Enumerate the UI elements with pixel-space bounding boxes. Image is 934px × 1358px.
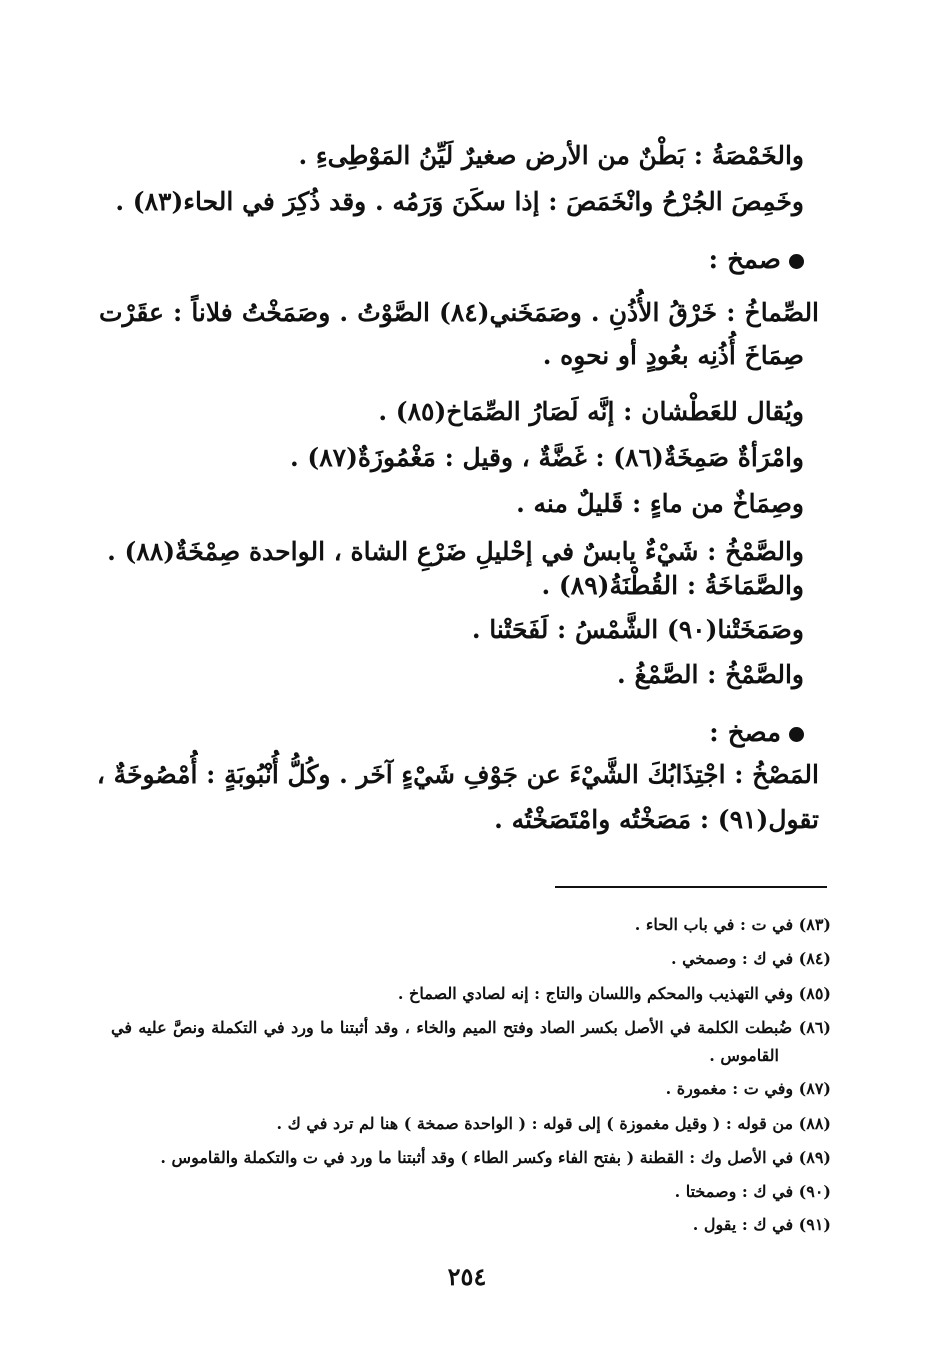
footnote: (٨٧) وفي ت : مغمورة . bbox=[665, 1079, 831, 1098]
bullet-icon bbox=[789, 254, 804, 269]
entry-line: والصَّمْخُ : شَيْءٌ يابسٌ في إحْليلِ ضَرْعِ الشاة ، الواحدة صِمْخَةٌ(٨٨) . bbox=[107, 537, 804, 566]
footnote: (٨٩) في الأصل وك : القطنة ( بفتح الفاء وكسر الطاء ) وقد أثبتنا ما ورد في ت والتكملة والقاموس . bbox=[160, 1148, 831, 1167]
section-heading-samakh bbox=[104, 240, 804, 280]
footnote: (٩٠) في ك : وصمختا . bbox=[674, 1182, 831, 1201]
entry-line: المَصْخُ : اجْتِذَابُكَ الشَّيْءَ عن جَوْفِ شَيْءٍ آخَر . وكُلُّ أُنْبُوبَةٍ : أُمْصُوخَةٌ ، bbox=[96, 760, 819, 789]
section-heading-label: صمخ : bbox=[708, 245, 781, 275]
footnote: (٨٦) ضُبطت الكلمة في الأصل بكسر الصاد وفتح الميم والخاء ، وقد أثبتنا ما ورد في التكملة ونصَّ عليه في bbox=[111, 1018, 831, 1037]
entry-line: صِمَاخَ أُذُنِه بعُودٍ أو نحوِه . bbox=[542, 341, 804, 370]
entry-line: الصِّماخُ : خَرْقُ الأُذُنِ . وصَمَخَني(٨٤) الصَّوْتُ . وصَمَخْتُ فلاناً : عقَرْت bbox=[99, 298, 820, 327]
entry-line: ويُقال للعَطْشان : إنَّه لَصَارُ الصِّمَاخ(٨٥) . bbox=[378, 397, 804, 426]
footnote: (٨٤) في ك : وصمخي . bbox=[670, 949, 831, 968]
section-heading-label: مصخ : bbox=[709, 718, 781, 748]
footnote-divider bbox=[555, 886, 827, 888]
entry-line: وصِمَاخٌ من ماءٍ : قَليلٌ منه . bbox=[516, 489, 804, 518]
entry-line: وامْرَأةٌ صَمِخَةٌ(٨٦) : غَضَّةٌ ، وقيل : مَغْمُوزَةٌ(٨٧) . bbox=[289, 443, 804, 472]
entry-line: والصَّمْخُ : الصَّمْغُ . bbox=[617, 660, 804, 689]
footnote: (٨٥) وفي التهذيب والمحكم واللسان والتاج : إنه لصادي الصماخ . bbox=[397, 984, 831, 1003]
footnote: (٩١) في ك : يقول . bbox=[692, 1215, 831, 1234]
footnote-continuation: القاموس . bbox=[709, 1046, 779, 1065]
entry-line: وصَمَخَتْنا(٩٠) الشَّمْسُ : لَفَحَتْنا . bbox=[471, 615, 804, 644]
entry-line: والصَّمَاخَةُ : القُطْنَةُ(٨٩) . bbox=[541, 571, 804, 600]
footnote: (٨٨) من قوله : ( وقيل مغموزة ) إلى قوله : ( الواحدة صمخة ) هنا لم ترد في ك . bbox=[276, 1114, 831, 1133]
page-number: ٢٥٤ bbox=[447, 1262, 487, 1291]
footnote: (٨٣) في ت : في باب الحاء . bbox=[634, 915, 831, 934]
section-heading-masakh bbox=[104, 713, 804, 753]
entry-line: وخَمِصَ الجُرْحُ وانْخَمَصَ : إذا سكَنَ وَرَمُه . وقد ذُكِرَ في الحاء(٨٣) . bbox=[115, 187, 804, 216]
entry-line: والخَمْصَةُ : بَطْنٌ من الأرض صغيرٌ لَيِّنُ المَوْطِىءِ . bbox=[298, 141, 804, 170]
bullet-icon bbox=[789, 727, 804, 742]
entry-line: تقول(٩١) : مَصَخْتُه وامْتَصَخْتُه . bbox=[494, 805, 819, 834]
